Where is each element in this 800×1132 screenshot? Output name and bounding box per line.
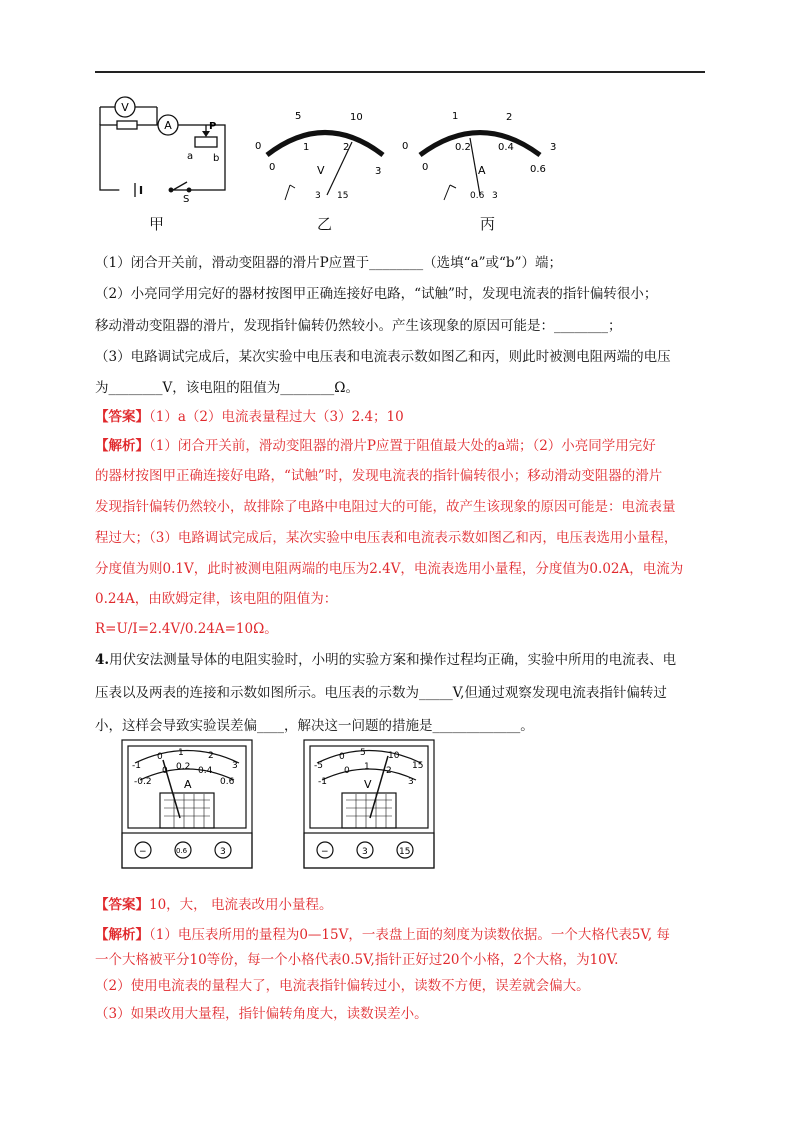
caption-bing: 丙 (480, 215, 496, 233)
tick-label: 3 (408, 777, 414, 787)
caption-yi: 乙 (317, 215, 333, 233)
caption-jia: 甲 (149, 215, 165, 233)
q4-exp-2: 一个大格被平分10等份，每一个小格代表0.5V,指针正好过20个小格，2个大格，为10V. (95, 952, 619, 968)
tick-label: 3 (550, 142, 557, 153)
switch-label: S (183, 194, 190, 205)
tick-label: 1 (364, 762, 370, 772)
tick-label: -1 (132, 761, 141, 771)
explanation-tag: 【解析】 (95, 438, 149, 454)
tick-label: 0.6 (530, 164, 546, 175)
q4-answer (95, 895, 710, 915)
q3-exp-6: 0.24A，由欧姆定律，该电阻的阻值为： (95, 591, 338, 607)
q3-exp-7: R=U/I=2.4V/0.24A=10Ω。 (95, 621, 278, 637)
tick-label: -5 (314, 761, 323, 771)
q4-text: 用伏安法测量导体的电阻实验时，小明的实验方案和操作过程均正确，实验中所用的电流表、电 (109, 652, 677, 668)
q3-exp-3: 发现指针偏转仍然较小，故排除了电路中电阻过大的可能，故产生该现象的原因可能是：电流表量 (95, 499, 676, 515)
terminal-label: − (139, 847, 147, 857)
tick-label: 0.2 (176, 762, 191, 772)
unit-label: A (478, 164, 486, 177)
tick-label: 15 (412, 761, 424, 771)
ammeter-dial-bing (400, 100, 560, 210)
tick-label: 0 (269, 162, 276, 173)
tick-label: 0.4 (198, 766, 213, 776)
tick-label: 5 (360, 748, 366, 758)
tick-label: 0 (162, 766, 168, 776)
rheostat-end-a: a (187, 151, 194, 162)
question-number: 4. (95, 652, 110, 668)
answer-text: （1）a（2）电流表量程过大（3）2.4；10 (149, 409, 404, 425)
explanation-text: （1）电压表所用的量程为0—15V，一表盘上面的刻度为读数依据。一个大格代表5V, 每 (149, 927, 670, 943)
tick-label: -1 (318, 777, 327, 787)
tick-label: 0 (422, 162, 429, 173)
ammeter-symbol: A (164, 119, 172, 132)
tick-label: 0 (255, 141, 262, 152)
tick-label: 3 (375, 166, 382, 177)
terminal-label: 0.6 (176, 847, 188, 855)
terminal-label: 15 (399, 847, 411, 857)
tick-label: 1 (178, 748, 184, 758)
tick-label: 1 (303, 142, 310, 153)
unit-label: V (364, 778, 372, 791)
q3-exp-4: 程过大；（3）电路调试完成后，某次实验中电压表和电流表示数如图乙和丙，电压表选用小量程， (95, 530, 678, 546)
slider-p-label: P (209, 121, 217, 132)
q3-exp-1 (95, 436, 710, 456)
answer-tag: 【答案】 (95, 409, 149, 425)
tick-label: 0.6 (220, 777, 235, 787)
q3-exp-5: 分度值为则0.1V，此时被测电阻两端的电压为2.4V，电流表选用小量程，分度值为0.02A，电流为 (95, 561, 684, 577)
wire-icon (285, 185, 295, 200)
explanation-tag: 【解析】 (95, 927, 149, 943)
terminal-label: 3 (220, 847, 226, 857)
header-rule (95, 71, 705, 73)
unit-label: A (184, 778, 192, 791)
terminal-label: − (321, 847, 329, 857)
q3-line-2: （2）小亮同学用完好的器材按图甲正确连接好电路，“试触”时，发现电流表的指针偏转很小； (95, 286, 658, 302)
needle (327, 142, 352, 195)
unit-label: V (317, 164, 325, 177)
answer-tag: 【答案】 (95, 897, 149, 913)
tick-label: 10 (388, 751, 400, 761)
terminal-label: 3 (315, 191, 321, 201)
tick-label: 0.4 (498, 142, 514, 153)
tick-label: 10 (350, 112, 363, 123)
tick-label: 2 (208, 751, 214, 761)
q4-exp-1 (95, 925, 710, 945)
q4-line-2: 压表以及两表的连接和示数如图所示。电压表的示数为_____V,但通过观察发现电流表指针偏转过 (95, 685, 667, 701)
tick-label: 0.2 (455, 142, 471, 153)
terminal-label: 3 (492, 191, 498, 201)
tick-label: -0.2 (134, 777, 152, 787)
q4-exp-3: （2）使用电流表的量程大了，电流表指针偏转过小，读数不方便，误差就会偏大。 (95, 978, 590, 994)
voltmeter-symbol: V (121, 101, 129, 114)
tick-label: 0 (402, 141, 409, 152)
figure-row (95, 95, 705, 235)
meters-figure (120, 738, 450, 873)
q3-line-5: 为________V，该电阻的阻值为________Ω。 (95, 380, 359, 396)
terminal-label: 0.6 (470, 191, 485, 201)
wire-icon (444, 185, 456, 200)
explanation-text: （1）闭合开关前，滑动变阻器的滑片P应置于阻值最大处的a端；（2）小亮同学用完好 (149, 438, 656, 454)
answer-text: 10，大， 电流表改用小量程。 (149, 897, 333, 913)
q3-line-3: 移动滑动变阻器的滑片，发现指针偏转仍然较小。产生该现象的原因可能是：________； (95, 318, 622, 334)
tick-label: 2 (343, 142, 350, 153)
q4-exp-4: （3）如果改用大量程，指针偏转角度大，读数误差小。 (95, 1006, 428, 1022)
tick-label: 2 (386, 766, 392, 776)
tick-label: 0 (344, 766, 350, 776)
q3-line-1: （1）闭合开关前，滑动变阻器的滑片P应置于________（选填“a”或“b”）端； (95, 255, 562, 271)
tick-label: 1 (452, 111, 459, 122)
tick-label: 3 (232, 761, 238, 771)
tick-label: 5 (295, 111, 302, 122)
q3-line-4: （3）电路调试完成后，某次实验中电压表和电流表示数如图乙和丙，则此时被测电阻两端的电压 (95, 349, 671, 365)
terminal-label: 3 (362, 847, 368, 857)
tick-label: 0 (157, 752, 163, 762)
rheostat-end-b: b (213, 153, 220, 164)
q4-line-1 (95, 650, 710, 670)
circuit-diagram (95, 95, 235, 205)
q3-exp-2: 的器材按图甲正确连接好电路，“试触”时，发现电流表的指针偏转很小；移动滑动变阻器的滑片 (95, 468, 663, 484)
tick-label: 0 (339, 752, 345, 762)
q4-line-3: 小，这样会导致实验误差偏____，解决这一问题的措施是_____________。 (95, 718, 534, 734)
voltmeter-dial-yi (255, 100, 395, 210)
tick-label: 2 (506, 112, 513, 123)
terminal-label: 15 (337, 191, 349, 201)
q3-answer (95, 407, 710, 427)
